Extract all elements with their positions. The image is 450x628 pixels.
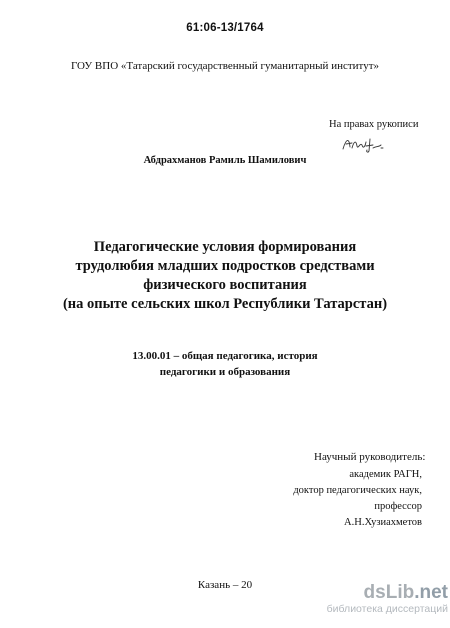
supervisor-line: академик РАГН, (349, 469, 422, 480)
handwritten-signature (340, 133, 388, 155)
dslib-watermark (300, 583, 448, 616)
title-line: Педагогические условия формирования (93, 239, 357, 255)
specialty-code (0, 348, 450, 380)
rights-notice: На правах рукописи (329, 119, 419, 130)
specialty-line: педагогики и образования (159, 366, 291, 378)
watermark-logo-domain: .net (414, 582, 448, 603)
supervisor-line: профессор (374, 501, 422, 512)
dissertation-title (20, 238, 430, 314)
title-line: физического воспитания (143, 277, 307, 293)
title-line: (на опыте сельских школ Республики Татарстан) (62, 296, 388, 312)
supervisor-line: доктор педагогических наук, (293, 485, 422, 496)
title-line: трудолюбия младших подростков средствами (75, 258, 375, 274)
supervisor-details (250, 467, 422, 531)
supervisor-line: А.Н.Хузиахметов (344, 517, 422, 528)
institution-name: ГОУ ВПО «Татарский государственный гуманитарный институт» (70, 60, 380, 72)
catalog-number: 61:06-13/1764 (186, 22, 264, 34)
author-name: Абдрахманов Рамиль Шамилович (143, 155, 307, 166)
specialty-line: 13.00.01 – общая педагогика, история (132, 350, 318, 362)
city-year: Казань – 20 (197, 579, 253, 591)
watermark-logo-main: dsLib (363, 582, 415, 603)
watermark-logo (300, 583, 448, 603)
watermark-subtitle: библиотека диссертаций (326, 603, 448, 615)
supervisor-heading: Научный руководитель: (314, 451, 426, 463)
